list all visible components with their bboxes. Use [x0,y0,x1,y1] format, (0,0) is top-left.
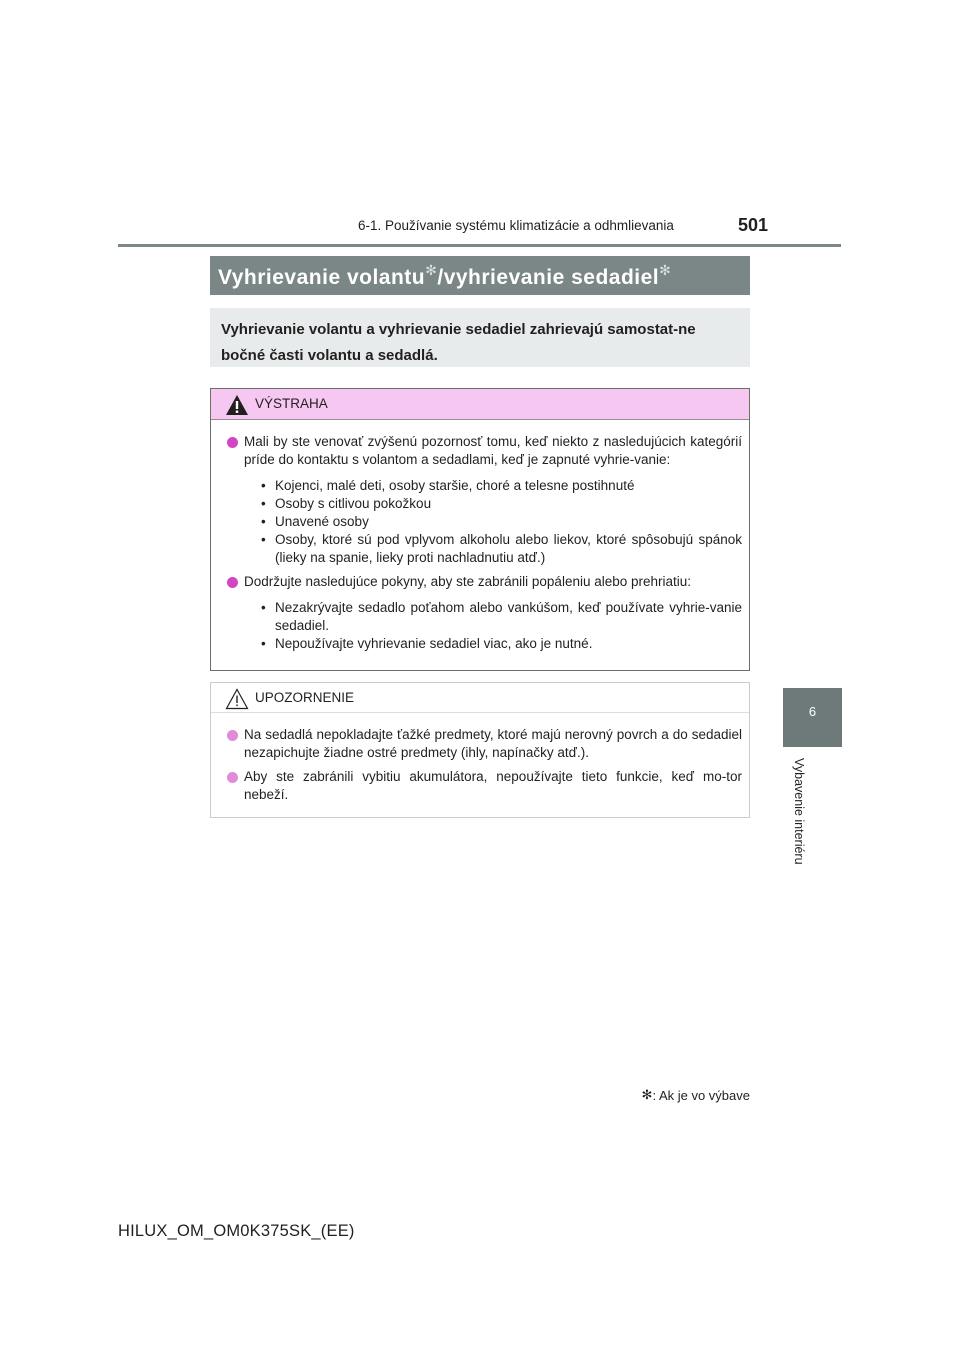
caution-item [227,726,742,762]
bullet-dot-icon [227,577,238,588]
chapter-number: 6 [808,704,817,719]
warning-item-text: Dodržujte nasledujúce pokyny, aby ste zabránili popáleniu alebo prehriatiu: [244,574,692,589]
warning-body [211,420,749,653]
title-part-2: /vyhrievanie sedadiel [437,265,660,289]
document-id: HILUX_OM_OM0K375SK_(EE) [118,1222,355,1240]
caution-header [211,683,749,713]
bullet-dot-icon [227,730,238,741]
warning-box [210,388,750,671]
topic-title-bar [210,256,750,295]
caution-triangle-outline-icon [225,688,249,710]
warning-sublist [261,477,742,567]
warning-subitem: • Osoby, ktoré sú pod vplyvom alkoholu alebo liekov, ktoré spôsobujú spánok (lieky na spanie, lieky proti nachladnutiu atď.) [261,531,742,567]
warning-label: VÝSTRAHA [255,396,328,411]
topic-title [218,262,671,290]
caution-label: UPOZORNENIE [255,690,355,705]
warning-subitem: • Unavené osoby [261,513,742,531]
warning-item [227,573,742,653]
optional-mark-2: ✻ [659,261,672,278]
caution-box [210,682,750,818]
warning-subitem: • Nepoužívajte vyhrievanie sedadiel viac, ako je nutné. [261,635,742,653]
caution-item [227,768,742,804]
warning-item-text: Mali by ste venovať zvýšenú pozornosť tomu, keď niekto z nasledujúcich kategórií príde do kontaktu s volantom a sedadlami, keď je zapnuté vyhrie-vanie: [244,434,742,467]
caution-body [211,713,749,804]
footnote-mark: ✻ [641,1087,653,1102]
header-rule [118,244,841,247]
footnote [630,1087,750,1103]
warning-subitem: • Nezakrývajte sedadlo poťahom alebo vankúšom, keď používate vyhrie-vanie sedadiel. [261,599,742,635]
warning-triangle-icon [225,394,249,416]
caution-item-text: Na sedadlá nepokladajte ťažké predmety, ktoré majú nerovný povrch a do sedadiel nezapichujte žiadne ostré predmety (ihly, napínačky atď.). [244,727,742,760]
caution-item-text: Aby ste zabránili vybitiu akumulátora, nepoužívajte tieto funkcie, keď mo-tor nebeží. [244,769,742,802]
footnote-text: : Ak je vo výbave [652,1088,750,1103]
title-part-1: Vyhrievanie volantu [218,265,426,289]
section-title: 6-1. Používanie systému klimatizácie a odhmlievania [358,218,674,233]
warning-subitem: • Kojenci, malé deti, osoby staršie, choré a telesne postihnuté [261,477,742,495]
warning-item [227,433,742,567]
warning-header [211,389,749,420]
intro-text: Vyhrievanie volantu a vyhrievanie sedadiel zahrievajú samostat-ne bočné časti volantu a sedadlá. [210,308,750,367]
optional-mark-1: ✻ [425,261,438,278]
bullet-dot-icon [227,437,238,448]
bullet-dot-icon [227,772,238,783]
warning-sublist [261,599,742,653]
warning-subitem: • Osoby s citlivou pokožkou [261,495,742,513]
chapter-label: Vybavenie interiéru [792,758,806,865]
page-number: 501 [738,215,769,235]
